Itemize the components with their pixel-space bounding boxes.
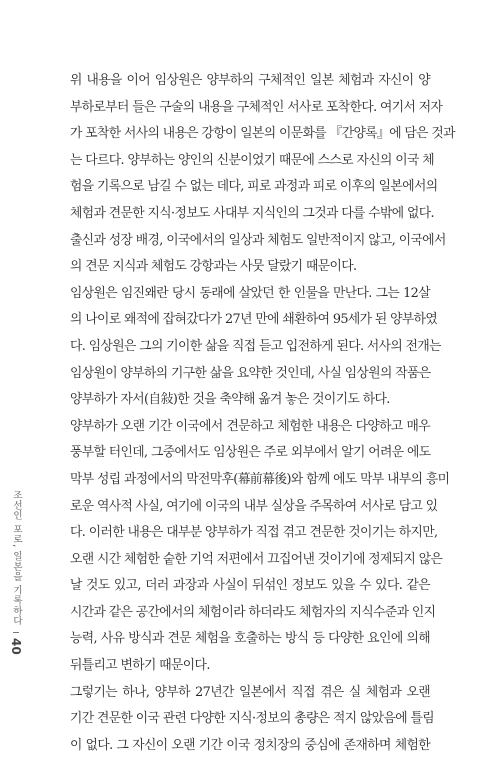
text-line: 양부하가 오랜 기간 이국에서 견문하고 체험한 내용은 다양하고 매우 (70, 418, 430, 434)
text-line: 날 것도 있고, 더러 과장과 사실이 뒤섞인 정보도 있을 수 있다. 같은 (70, 578, 430, 594)
paragraph (70, 414, 450, 680)
text-line: 다. 이러한 내용은 대부분 양부하가 직접 겪고 견문한 것이기는 하지만, (70, 525, 438, 541)
paragraph (70, 281, 441, 414)
footer-divider (13, 632, 19, 633)
text-line: 풍부할 터인데, 그중에서도 임상원은 주로 외부에서 알기 어려운 에도 (70, 445, 431, 461)
text-line: 막부 성립 과정에서의 막전막후(幕前幕後)와 함께 에도 막부 내부의 흥미 (70, 471, 450, 487)
paragraph (70, 68, 455, 281)
text-line: 의 나이로 왜적에 잡혀갔다가 27년 만에 쇄환하여 95세가 된 양부하였 (70, 312, 438, 328)
text-line: 그렇기는 하나, 양부하 27년간 일본에서 직접 겪은 실 체험과 오랜 (70, 684, 430, 700)
text-line: 가 포착한 서사의 내용은 강항이 일본의 이문화를 『간양록』에 담은 것과 (70, 126, 455, 142)
running-title: 조선인 포로, 일본을 기록하다 (11, 490, 22, 626)
text-line: 로운 역사적 사실, 여기에 이국의 내부 실상을 주목하여 서사로 담고 있 (70, 498, 438, 514)
body-text (70, 68, 455, 759)
text-line: 능력, 사유 방식과 견문 체험을 호출하는 방식 등 다양한 요인에 의해 (70, 631, 430, 647)
text-line: 이 없다. 그 자신이 오랜 기간 이국 정치장의 중심에 존재하며 체험한 (70, 737, 430, 753)
text-line: 양부하가 자서(自敍)한 것을 축약해 옮겨 놓은 것이기도 하다. (70, 392, 390, 408)
running-footer (9, 490, 23, 690)
text-line: 오랜 시간 체험한 숱한 기억 저편에서 끄집어낸 것이기에 정제되지 않은 (70, 551, 443, 567)
page-number: 40 (9, 637, 23, 655)
text-line: 체험과 견문한 지식·정보도 사대부 지식인의 그것과 다를 수밖에 없다. (70, 205, 435, 221)
text-line: 시간과 같은 공간에서의 체험이라 하더라도 체험자의 지식수준과 인지 (70, 604, 436, 620)
text-line: 출신과 성장 배경, 이국에서의 일상과 체험도 일반적이지 않고, 이국에서 (70, 232, 446, 248)
text-line: 부하로부터 들은 구술의 내용을 구체적인 서사로 포착한다. 여기서 저자 (70, 99, 443, 115)
text-line: 임상원이 양부하의 기구한 삶을 요약한 것인데, 사실 임상원의 작품은 (70, 365, 431, 381)
text-line: 위 내용을 이어 임상원은 양부하의 구체적인 일본 체험과 자신이 양 (70, 73, 430, 88)
text-line: 뒤틀리고 변하기 때문이다. (70, 658, 210, 674)
text-line: 임상원은 임진왜란 당시 동래에 살았던 한 인물을 만난다. 그는 12살 (70, 285, 430, 301)
text-line: 다. 임상원은 그의 기이한 삶을 직접 듣고 입전하게 된다. 서사의 전개는 (70, 338, 441, 354)
text-line: 는 다르다. 양부하는 양인의 신분이었기 때문에 스스로 자신의 이국 체 (70, 152, 435, 168)
paragraph (70, 680, 435, 759)
text-line: 의 견문 지식과 체험도 강항과는 사뭇 달랐기 때문이다. (70, 259, 357, 275)
text-line: 험을 기록으로 남길 수 없는 데다, 피로 과정과 피로 이후의 일본에서의 (70, 179, 438, 195)
text-line: 기간 견문한 이국 관련 다양한 지식·정보의 총량은 적지 않았음에 틀림 (70, 711, 435, 727)
